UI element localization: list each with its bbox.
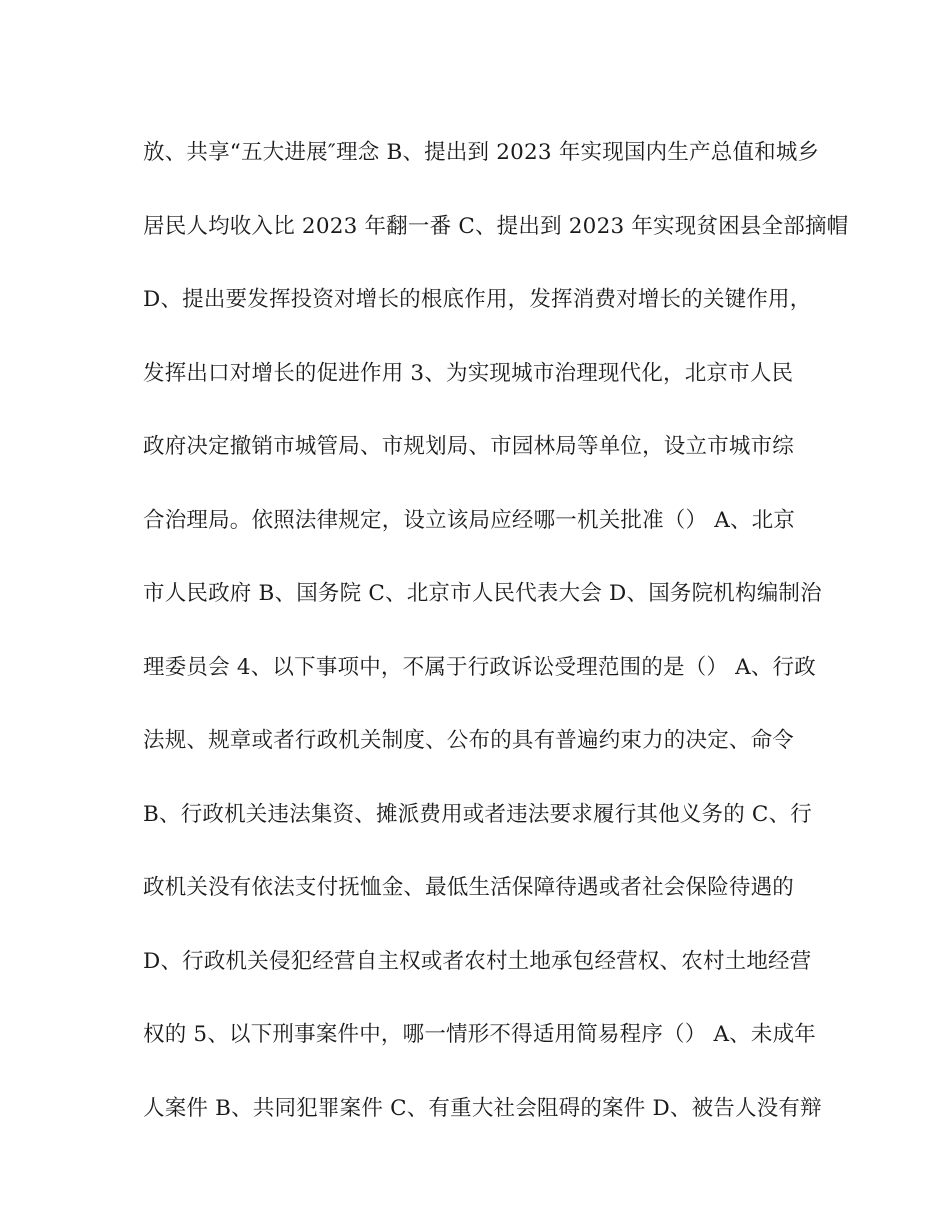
text-line-8: 理委员会 4、以下事项中，不属于行政诉讼受理范围的是（） A、行政 [143,654,816,680]
text-line-4: 发挥出口对增长的促进作用 3、为实现城市治理现代化，北京市人民 [143,360,794,386]
text-line-13: 权的 5、以下刑事案件中，哪一情形不得适用简易程序（） A、未成年 [143,1022,816,1047]
text-line-2: 居民人均收入比 2023 年翻一番 C、提出到 2023 年实现贫困县全部摘帽 [143,213,849,239]
text-line-5: 政府决定撤销市城管局、市规划局、市园林局等单位，设立市城市综 [143,434,795,459]
text-line-1: 放、共享“五大进展″理念 B、提出到 2023 年实现国内生产总值和城乡 [143,140,820,165]
text-line-9: 法规、规章或者行政机关制度、公布的具有普遍约束力的决定、命令 [143,728,795,753]
text-line-3: D、提出要发挥投资对增长的根底作用，发挥消费对增长的关键作用， [143,287,812,312]
text-line-12: D、行政机关侵犯经营自主权或者农村土地承包经营权、农村土地经营 [143,948,812,974]
text-line-7: 市人民政府 B、国务院 C、北京市人民代表大会 D、国务院机构编制治 [143,581,822,606]
document-text-body [143,124,849,1153]
text-line-11: 政机关没有依法支付抚恤金、最低生活保障待遇或者社会保险待遇的 [143,875,795,900]
text-line-6: 合治理局。依照法律规定，设立该局应经哪一机关批准（） A、北京 [143,507,796,533]
text-line-14: 人案件 B、共同犯罪案件 C、有重大社会阻碍的案件 D、被告人没有辩 [143,1095,822,1121]
text-line-10: B、行政机关违法集资、摊派费用或者违法要求履行其他义务的 C、行 [143,801,812,827]
